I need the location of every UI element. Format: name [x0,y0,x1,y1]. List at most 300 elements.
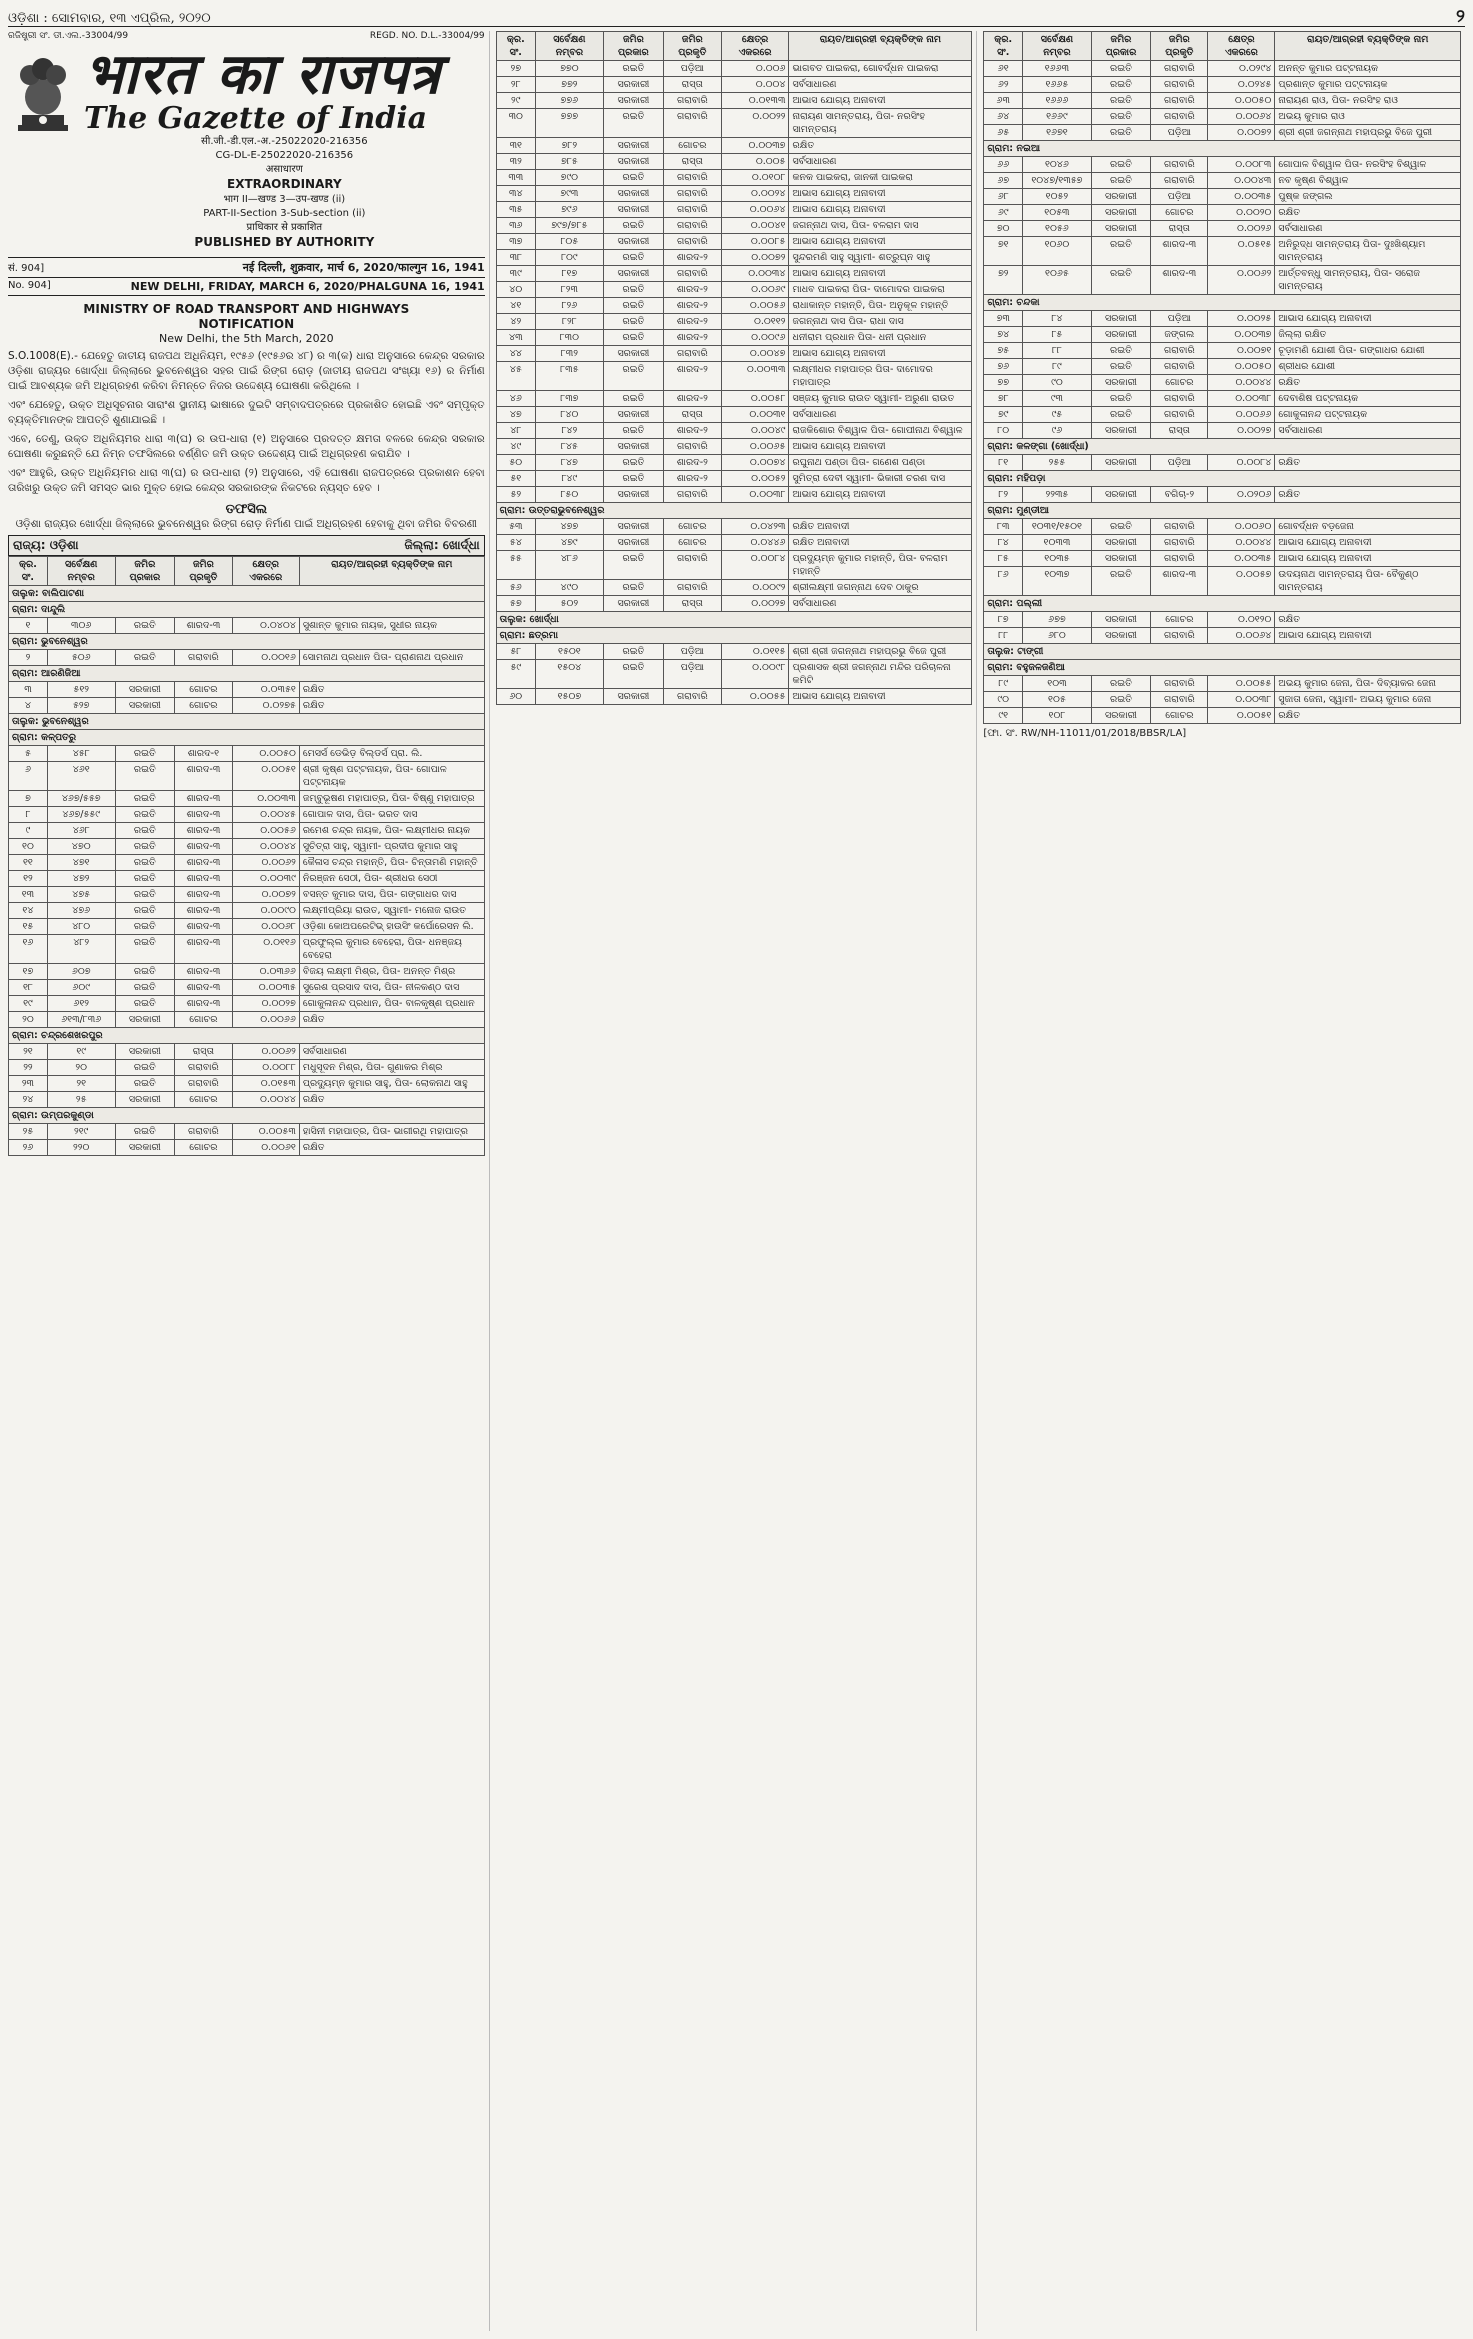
table-cell: ଶାରଦ-୩ [175,903,232,919]
table-cell: ୦.୦୦୩୭ [721,138,789,154]
table-cell: ୦.୦୨୦୬ [1208,487,1275,503]
table-row [496,93,972,109]
table-cell: ୭୯ [984,407,1023,423]
table-cell: ଆର୍ତ୍ତବନ୍ଧୁ ସାମନ୍ତରାୟ, ପିତା- ସରୋଜ ସାମନ୍ତରାୟ [1275,266,1461,295]
table-cell: ୦.୦୦୬୪ [1208,109,1275,125]
table-row [984,266,1461,295]
table-cell: ୨୫ [9,1124,48,1140]
table-cell: ରମେଶ ଚନ୍ଦ୍ର ନାୟକ, ପିତା- ଲକ୍ଷ୍ମୀଧର ନାୟକ [299,823,484,839]
table-cell: ୧୫୦୪ [535,660,603,689]
table-cell: ସରକାରୀ [1091,487,1150,503]
table-cell: ୧୬୬୬ [1023,93,1092,109]
table-row [496,330,972,346]
table-cell: ୦.୦୩୫୧ [232,682,299,698]
table-cell: ଗୋକୁଳାନନ୍ଦ ପ୍ରଧାନ, ପିତା- ବାଳକୃଷ୍ଣ ପ୍ରଧାନ [299,996,484,1012]
table-row [496,471,972,487]
table-row [984,692,1461,708]
table-cell: ଆଭାସ ଯୋଗ୍ୟ ଅନାବାଦୀ [789,346,972,362]
table-cell: ସୁନ୍ଦରମଣି ସାହୁ ସ୍ୱାମୀ- ଶତ୍ରୁଘ୍ନ ସାହୁ [789,250,972,266]
table-cell: ସରକାରୀ [115,1092,175,1108]
table-cell: ୮୪୫ [535,439,603,455]
table-cell: ୮୪ [1023,311,1092,327]
table-cell: ୦.୦୦୨୭ [232,996,299,1012]
table-row [9,903,485,919]
table-cell: ରକ୍ଷିତ [299,1140,484,1156]
table-cell: ୦.୦୦୩୭ [1208,327,1275,343]
table-cell: ରଇତି [603,644,663,660]
reg-left: ରଜିଷ୍ଟ୍ରୀ ସଂ. ଡୀ.ଏଲ.-33004/99 [8,31,129,41]
table-cell: ୫୧ [496,471,535,487]
table-row [9,935,485,964]
table-cell: ସରକାରୀ [603,535,663,551]
table-cell: ଜମ୍ବୁଭୂଷଣ ମହାପାତ୍ର, ପିତା- ବିଷ୍ଣୁ ମହାପାତ୍ର [299,791,484,807]
table-cell: ୨୨୩୫ [1023,487,1092,503]
authority-hindi: प्राधिकार से प्रकाशित [246,222,323,233]
table-cell: ଗରାବାରି [1151,391,1208,407]
table-cell: ୦.୦୪୨୩ [721,519,789,535]
table-cell: ଗରାବାରି [663,202,721,218]
table-cell: ଜଗନ୍ନାଥ ଦାସ, ପିତା- ବଳରାମ ଦାସ [789,218,972,234]
table-row [9,871,485,887]
table-cell: ୧୨ [9,871,48,887]
table-cell: ରଇତି [115,980,175,996]
table-cell: ସର୍ବସାଧାରଣ [789,77,972,93]
table-cell: ରଇତି [115,1124,175,1140]
table-cell: ରାସ୍ତା [663,77,721,93]
table-cell: ୪୬ [496,391,535,407]
table-cell: ୦.୦୦୫୩ [232,1124,299,1140]
table-cell: ୦.୦୦୫୬ [232,823,299,839]
table-cell: ୦.୦୦୬୫ [721,439,789,455]
table-cell: ୪୭୧ [47,855,115,871]
table-cell: ୪୮୬ [535,551,603,580]
table-cell: ୦.୦୦୬୦ [1208,519,1275,535]
table-cell: ଶ୍ରୀ ଶ୍ରୀ ଜଗନ୍ନାଥ ମହାପ୍ରଭୁ ବିଜେ ପୁରୀ [789,644,972,660]
table-cell: ୦.୦୦୪୯ [721,423,789,439]
table-cell: ୮୩୨ [535,346,603,362]
table-cell: ୬୯ [984,205,1023,221]
table-row [9,919,485,935]
table-cell: ଗୋବର୍ଦ୍ଧନ ବଡ଼ଜେନା [1275,519,1461,535]
table-cell: ସରକାରୀ [603,346,663,362]
table-cell: ଗରାବାରି [663,439,721,455]
table-cell: ୧୮ [9,980,48,996]
table-cell: ରଇତି [603,298,663,314]
table-cell: ସରକାରୀ [1091,189,1150,205]
table-cell: ସର୍ବସାଧାରଣ [1275,423,1461,439]
table-row [984,708,1461,724]
table-cell: ୬୬ [984,157,1023,173]
table-cell: ୦.୦୦୫୮ [721,391,789,407]
table-cell: ରଇତି [1091,173,1150,189]
table-cell: ରାଜକିଶୋର ବିଶ୍ୱାଳ ପିତା- ଗୋପୀନାଥ ବିଶ୍ୱାଳ [789,423,972,439]
table-row [9,996,485,1012]
table-cell: ୦.୦୦୩୫ [1208,189,1275,205]
table-cell: ଆଭାସ ଯୋଗ୍ୟ ଅନାବାଦୀ [789,93,972,109]
table-cell: ଗରାବାରି [1151,535,1208,551]
table-cell: ୦.୦୧୦୮ [721,170,789,186]
table-cell: ପଡ଼ିଆ [1151,455,1208,471]
table-cell: ୫୨ [496,487,535,503]
page-number: ୨ [1456,6,1465,27]
table-cell: ରଇତି [603,330,663,346]
table-cell: ଗରାବାରି [1151,359,1208,375]
table-header-row [496,32,972,61]
table-cell: ୫୯ [496,660,535,689]
table-row [9,1140,485,1156]
table-cell: ୦.୦୦୬ [721,61,789,77]
table-cell: ରଇତି [603,314,663,330]
state-label: ରାଜ୍ୟ: ଓଡ଼ିଶା [13,538,79,552]
table-cell: ୮୪୭ [535,455,603,471]
group-heading-row [9,1108,485,1124]
table-cell: ୪୪ [496,346,535,362]
table-row [984,205,1461,221]
table-cell: ସରକାରୀ [603,439,663,455]
table-cell: ରଇତି [1091,359,1150,375]
table-cell: ୮୩୦ [535,330,603,346]
table-cell: ଶାରଦ-୩ [1151,237,1208,266]
table-cell: ୦.୦୦୩୮ [721,487,789,503]
table-cell: ଆଭାସ ଯୋଗ୍ୟ ଅନାବାଦୀ [789,266,972,282]
table-cell: ୮୪୦ [535,407,603,423]
table-cell: ୮୮ [984,628,1023,644]
table-cell: ୦.୦୦୬୬ [1208,407,1275,423]
table-cell: ରଇତି [115,618,175,634]
table-cell: ରଇତି [115,903,175,919]
table-cell: ରକ୍ଷିତ [299,698,484,714]
table-cell: ସରକାରୀ [1091,708,1150,724]
table-cell: ପଡ଼ିଆ [1151,189,1208,205]
table-cell: ପ୍ରଫୁଲ୍ଲ କୁମାର ବେହେରା, ପିତା- ଧନଞ୍ଜୟ ବେହେରା [299,935,484,964]
table-cell: ୯୦ [1023,375,1092,391]
table-cell: ୪ [9,698,48,714]
table-cell: ଗରାବାରି [1151,628,1208,644]
ministry-heading [8,302,485,332]
table-cell: ସରକାରୀ [1091,221,1150,237]
table-cell: ୫ [9,746,48,762]
table-cell: ଆଭାସ ଯୋଗ୍ୟ ଅନାବାଦୀ [789,487,972,503]
gazette-title-english: The Gazette of India [84,101,428,136]
table-cell: ୮୪ [984,535,1023,551]
table-cell: ୦.୦୦୨୫ [1208,311,1275,327]
table-cell: ୦.୦୦୩୩ [232,791,299,807]
table-cell: ଲକ୍ଷ୍ମୀପ୍ରିୟା ରାଉତ, ସ୍ୱାମୀ- ମନୋଜ ରାଉତ [299,903,484,919]
group-heading: ତାଲୁକ: ଭୁବନେଶ୍ୱର [9,714,485,730]
table-cell: ୧୩ [9,887,48,903]
table-cell: ୦.୦୦୩୩ [721,362,789,391]
table-cell: ପୁଷ୍କ ଜଙ୍ଗଲ [1275,189,1461,205]
group-heading: ଗ୍ରାମ: ମୁଣ୍ଡୀଆ [984,503,1461,519]
table-row [496,391,972,407]
table-cell: ୦.୦୦୧୬ [232,650,299,666]
table-cell: ଗରାବାରି [1151,93,1208,109]
table-cell: ରଇତି [1091,109,1150,125]
table-row [984,375,1461,391]
table-cell: ଗରାବାରି [663,93,721,109]
issue-line-hindi [8,257,485,278]
table-cell: ଶାରଦ-୩ [175,919,232,935]
table-cell: ୮୩୭ [535,391,603,407]
group-heading-row [984,660,1461,676]
table-cell: ରଇତି [115,823,175,839]
table-cell: ୮ [9,807,48,823]
table-cell: ୦.୦୦୩୫ [1208,551,1275,567]
table-row [496,218,972,234]
table-cell: ଅଭୟ କୁମାର ରାଓ [1275,109,1461,125]
table-cell: ସରକାରୀ [1091,311,1150,327]
group-heading-row [9,1028,485,1044]
table-row [984,109,1461,125]
table-cell: ୭୫ [984,343,1023,359]
table-cell: ୦.୦୦୪୭ [721,346,789,362]
table-cell: ୦.୦୦୭୪ [721,455,789,471]
table-cell: ୯୫ [1023,407,1092,423]
table-cell: ପ୍ରଦ୍ୟୁମ୍ନ କୁମାର ସାହୁ, ପିତା- ଲୋକନାଥ ସାହୁ [299,1076,484,1092]
table-cell: ୦.୦୦୪୧ [721,218,789,234]
group-heading-row [9,730,485,746]
table-cell: ୮୨୬ [535,298,603,314]
table-cell: ୮୨୮ [535,314,603,330]
issue-line-english [8,278,485,296]
table-cell: ୦.୦୧୧୬ [232,935,299,964]
table-cell: ୦.୦୦୩୧ [721,407,789,423]
table-row [496,202,972,218]
table-row [496,580,972,596]
group-heading-row [9,666,485,682]
table-row [984,455,1461,471]
table-cell: ଗରାବାରି [663,170,721,186]
table-cell: ୪୭୬ [47,903,115,919]
table-cell: ବସନ୍ତ କୁମାର ଦାସ, ପିତା- ଗଙ୍ଗାଧର ଦାସ [299,887,484,903]
table-cell: ୦.୦୦୨୨ [721,109,789,138]
column-header: କ୍ର. ସଂ. [984,32,1023,61]
table-cell: ୦.୦୦୫୦ [1208,93,1275,109]
table-cell: ୦.୦୦୨୦ [1208,205,1275,221]
table-cell: ରଇତି [115,855,175,871]
table-cell: ସଞ୍ଜୟ କୁମାର ରାଉତ ସ୍ୱାମୀ- ଅରୁଣା ରାଉତ [789,391,972,407]
table-cell: ଗରାବାରି [1151,173,1208,189]
table-cell: ବିଜୟ ଲକ୍ଷ୍ମୀ ମିଶ୍ର, ପିତା- ଅନନ୍ତ ମିଶ୍ର [299,964,484,980]
table-cell: ୭୧ [984,237,1023,266]
table-cell: ୫୬ [496,580,535,596]
table-cell: ରଇତି [603,61,663,77]
table-cell: ଶାରଦ-୨ [663,282,721,298]
table-cell: ଗୋଚର [175,698,232,714]
table-cell: ଗୋଚର [175,1012,232,1028]
masthead [8,41,485,251]
table-cell: ଗୋଚର [175,1140,232,1156]
table-cell: ଶାରଦ-୩ [175,887,232,903]
table-row [496,282,972,298]
table-row [9,855,485,871]
table-cell: ସରକାରୀ [603,138,663,154]
column-header: ଜମିର ପ୍ରକାର [603,32,663,61]
table-cell: ୩୦ [496,109,535,138]
table-cell: ୦.୦୧୨୦ [1208,612,1275,628]
table-row [984,157,1461,173]
table-cell: ୦.୦୦୭୨ [232,887,299,903]
table-cell: ସରକାରୀ [115,682,175,698]
table-cell: ଗରାବାରି [1151,551,1208,567]
table-cell: ରଇତି [1091,266,1150,295]
issue-date-english: NEW DELHI, FRIDAY, MARCH 6, 2020/PHALGUNA 16, 1941 [130,280,485,293]
table-cell: ପଡ଼ିଆ [663,61,721,77]
table-cell: ୨୬ [9,1140,48,1156]
group-heading: ଗ୍ରାମ: ନଇଆ [984,141,1461,157]
table-cell: ସର୍ବସାଧାରଣ [299,1044,484,1060]
table-cell: ୦.୦୦୪୪ [1208,535,1275,551]
table-row [9,887,485,903]
table-cell: ରଇତି [603,170,663,186]
table-cell: ଗରାବାରି [663,266,721,282]
table-cell: ରକ୍ଷିତ [789,138,972,154]
table-cell: ଶାରଦ-୩ [175,980,232,996]
table-cell: ୬୭୭ [1023,612,1092,628]
file-reference: [ଫା. ସଂ. RW/NH-11011/01/2018/BBSR/LA] [983,728,1187,739]
table-cell: ୧୦୬୫ [1023,266,1092,295]
column-header: ସର୍ବେକ୍ଷଣ ନମ୍ବର [535,32,603,61]
table-cell: ରକ୍ଷିତ [1275,455,1461,471]
table-cell: ରଇତି [1091,676,1150,692]
table-cell: ୦.୦୨୯୪ [1208,61,1275,77]
table-cell: ରକ୍ଷିତ [299,1092,484,1108]
table-cell: ୫୭ [496,596,535,612]
table-row [496,266,972,282]
table-cell: ରାସ୍ତା [1151,221,1208,237]
table-cell: ୧୦୪୭/୧୩୫୭ [1023,173,1092,189]
table-cell: ୨୧୯ [47,1124,115,1140]
table-cell: ୬୪ [984,109,1023,125]
gazette-title-hindi: भारत का राजपत्र [84,41,441,107]
table-cell: ରକ୍ଷିତ [299,1012,484,1028]
table-row [496,170,972,186]
table-cell: ୪୬୭/୫୫୯ [47,807,115,823]
table-cell: ୩୫ [496,202,535,218]
table-cell: ରକ୍ଷିତ [1275,205,1461,221]
table-cell: ୮୧ [984,455,1023,471]
table-cell: ସୁରେଶ ପ୍ରସାଦ ଦାସ, ପିତା- ନୀଳକଣ୍ଠ ଦାସ [299,980,484,996]
table-cell: ୦.୦୦୩୮ [1208,391,1275,407]
table-cell: ୧୦୫ [1023,692,1092,708]
table-cell: ଗରାବାରି [175,650,232,666]
table-cell: ୪୭୫ [47,887,115,903]
table-cell: ଗୋଚର [663,535,721,551]
table-cell: ରଇତି [1091,519,1150,535]
table-cell: ୮୬ [984,567,1023,596]
table-cell: ୭୬ [984,359,1023,375]
table-row [496,423,972,439]
table-cell: ୧୦୫୨ [1023,189,1092,205]
column-header: ଜମିର ପ୍ରକାର [1091,32,1150,61]
table-cell: ଶାରଦ-୨ [663,391,721,407]
table-row [9,698,485,714]
group-heading-row [984,295,1461,311]
table-row [496,407,972,423]
table-cell: ରଇତି [1091,125,1150,141]
table-cell: ୦.୦୧୧୫ [721,644,789,660]
table-cell: ୮୯ [984,676,1023,692]
table-cell: ପ୍ରଦ୍ୟୁମ୍ନ କୁମାର ମହାନ୍ତି, ପିତା- ବଳରାମ ମହାନ୍ତି [789,551,972,580]
table-cell: ୨୨ [9,1060,48,1076]
table-cell: ୨୧ [9,1044,48,1060]
table-cell: ୨ [9,650,48,666]
table-cell: ରଇତି [115,887,175,903]
table-cell: ପଡ଼ିଆ [1151,125,1208,141]
table-cell: ରାସ୍ତା [663,596,721,612]
table-cell: ରକ୍ଷିତ [1275,612,1461,628]
table-row [496,234,972,250]
table-cell: ୭୭୭ [535,109,603,138]
column-2 [496,31,978,2331]
table-cell: ଶାରଦ-୧ [175,746,232,762]
table-cell: ୦.୦୦୫୫ [721,689,789,705]
table-cell: ଶାରଦ-୩ [175,791,232,807]
table-cell: ସର୍ବସାଧାରଣ [789,154,972,170]
table-cell: ୮୫ [1023,327,1092,343]
table-cell: ୦.୦୦୨୬ [1208,221,1275,237]
table-cell: ମେସର୍ସ ଡେଭିଡ଼ ବିଲ୍ଡର୍ସ ପ୍ରା. ଲି. [299,746,484,762]
table-cell: ରଇତି [1091,77,1150,93]
table-cell: ସୁଶାନ୍ତ କୁମାର ନାୟକ, ସୁଧୀର ନାୟକ [299,618,484,634]
table-cell: ୦.୦୦୩୫ [232,980,299,996]
table-row [496,61,972,77]
table-cell: ୧୫୦୧ [535,644,603,660]
table-row [984,93,1461,109]
land-table-col3 [983,31,1461,724]
table-cell: ରଇତି [1091,692,1150,708]
table-row [496,346,972,362]
column-1 [8,31,490,2331]
table-cell: ପଡ଼ିଆ [663,644,721,660]
table-cell: ରଇତି [1091,237,1150,266]
table-cell: ଶାରଦ-୩ [175,935,232,964]
table-cell: ୩୯ [496,266,535,282]
table-cell: ଉଦୟନାଥ ସାମନ୍ତରାୟ ପିତା- ବୈକୁଣ୍ଠ ସାମନ୍ତରାୟ [1275,567,1461,596]
notification-para-1: S.O.1008(E).- ଯେହେତୁ ଜାତୀୟ ରାଜପଥ ଅଧିନିୟମ, ୧୯୫୬ (୧୯୫୬ର ୪୮) ର ୩(କ) ଧାରା ଅନୁସାରେ କେନ୍ଦ୍ର ସରକାର ଓଡ଼ିଶା ରାଜ୍ୟର ଖୋର୍ଦ୍ଧା ଜିଲ୍ଲାରେ ଭୁବନେଶ୍ୱର ସହର ପାଇଁ ରିଙ୍ଗ ରୋଡ଼ (ଜାତୀୟ ରାଜପଥ ସଂଖ୍ୟା ୧୬) ର ନିର୍ମାଣ ପାଇଁ ଆବଶ୍ୟକ ଜମି ଅଧିଗ୍ରହଣ କରିବା ନିମନ୍ତେ ନିଜର ଉଦ୍ଦେଶ୍ୟ ଘୋଷଣା କରିଥିଲେ । [8,350,485,392]
table-cell: ରଇତି [603,423,663,439]
table-row [9,1076,485,1092]
table-cell: ଅନିରୁଦ୍ଧ ସାମନ୍ତରାୟ ପିତା- ଦୁଃଖିଶ୍ୟାମ ସାମନ୍ତରାୟ [1275,237,1461,266]
group-heading-row [984,471,1461,487]
table-cell: ଅଭୟ କୁମାର ଜେନା, ପିତା- ଦିବ୍ୟାକର ଜେନା [1275,676,1461,692]
table-cell: ଗୋଚର [663,519,721,535]
table-cell: ୧୯ [47,1044,115,1060]
table-cell: ୮୪୯ [535,471,603,487]
table-cell: ୫୦୨ [535,596,603,612]
table-cell: ଶାରଦ-୩ [175,839,232,855]
table-cell: ୩୩ [496,170,535,186]
table-cell: ୦.୦୦୨୭ [1208,423,1275,439]
table-row [496,314,972,330]
notification-date: New Delhi, the 5th March, 2020 [159,332,334,345]
table-cell: ରଇତି [115,919,175,935]
table-cell: ରଇତି [1091,391,1150,407]
table-row [9,1012,485,1028]
table-cell: ୦.୦୧୧୨ [721,314,789,330]
table-cell: ସରକାରୀ [603,202,663,218]
column-header: ଜମିର ପ୍ରକୃତି [1151,32,1208,61]
table-cell: ୬୧୨ [47,996,115,1012]
table-cell: ୦.୦୦୪୪ [1208,375,1275,391]
table-cell: ୦.୦୦୫୦ [1208,359,1275,375]
table-cell: ୬୨ [984,77,1023,93]
table-cell: ରଇତି [1091,407,1150,423]
table-row [984,173,1461,189]
table-cell: ୧୦୩୫ [1023,551,1092,567]
table-cell: ରକ୍ଷିତ ଅନାବାଦୀ [789,519,972,535]
table-cell: ୪୫୮ [47,746,115,762]
